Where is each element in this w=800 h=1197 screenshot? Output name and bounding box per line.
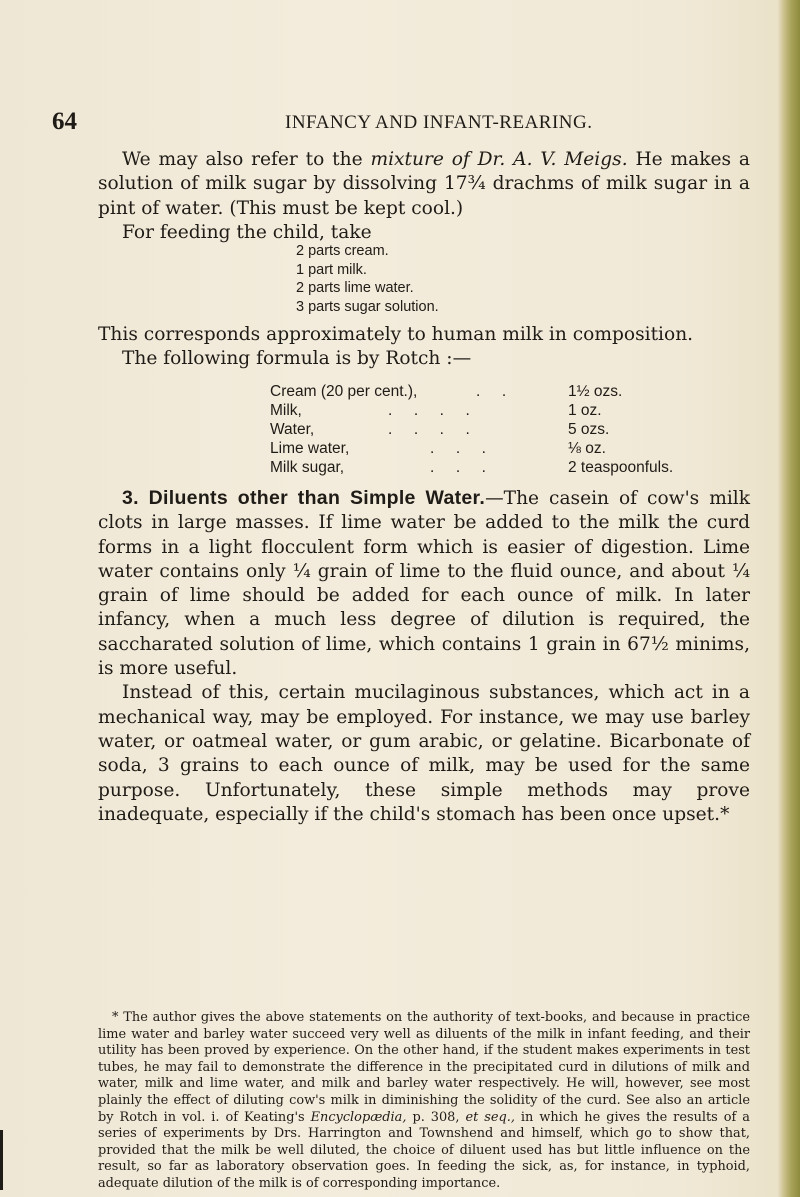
footnote-italic: et seq., [465,1109,515,1125]
rotch-line: The following formula is by Rotch :— [122,348,472,370]
formula-row [270,401,790,420]
meigs-mixture-list [296,242,439,316]
feeding-line: For feeding the child, take [122,221,372,243]
list-item: 1 part milk. [296,261,367,278]
formula-row [270,458,790,477]
formula-item: Lime water, [270,440,350,457]
section-heading: 3. Diluents other than Simple Water. [122,487,486,509]
formula-item: Cream (20 per cent.), [270,383,418,400]
meigs-text: We may also refer to the mixture of Dr. A. V. Meigs. He makes a solution of milk sugar by dissolving 17¾ drachms of milk sugar in a pint of water. (This must be kept cool.) [98,149,750,219]
section-diluents [98,486,750,827]
formula-row [270,420,790,439]
formula-item: Water, [270,421,315,438]
binding-mark [0,1130,3,1190]
page-header [52,108,772,136]
paragraph-meigs [98,148,750,245]
footnote [98,1010,750,1193]
running-title: INFANCY AND INFANT-REARING. [285,112,593,133]
leader-dots: . . . . [388,402,470,419]
formula-amount: 1½ ozs. [568,383,623,400]
leader-dots: . . [476,383,507,400]
mucilaginous-paragraph: Instead of this, certain mucilaginous substances, which act in a mechanical way, may be employed. For instance, we may use barley water, or oatmeal water, or gum arabic, or gelatine. Bicarbonate of soda, 3 grains to each ounce of milk, may be used for the same purpose. Unfortunately, these simple methods may prove inadequate, especially if the child's stomach has been once upset.* [98,682,750,825]
formula-item: Milk sugar, [270,459,345,476]
formula-row [270,439,790,458]
leader-dots: . . . [430,459,486,476]
list-item: 3 parts sugar solution. [296,298,439,315]
leader-dots: . . . . [388,421,470,438]
formula-item: Milk, [270,402,302,419]
diluents-paragraph: 3. Diluents other than Simple Water.—The casein of cow's milk clots in large masses. If lime water be added to the milk the curd forms in a light flocculent form which is easier of digestion. Lime water contains only ¼ grain of lime to the fluid ounce, and about ¼ grain of lime should be added for each ounce of milk. In later infancy, when a much less degree of dilution is required, the saccharated solution of lime, which contains 1 grain in 67½ minims, is more useful. [98,487,750,680]
page-edge-shadow [778,0,800,1197]
meigs-italic: mixture of Dr. A. V. Meigs. [370,149,628,170]
page-number: 64 [52,108,77,135]
leader-dots: . . . [430,440,486,457]
list-item: 2 parts cream. [296,243,389,259]
footnote-text: * The author gives the above statements on the authority of text-books, and because in practice lime water and barley water succeed very well as diluents of the milk in infant feeding, and their utility has been proved by experience. On the other hand, if the student makes experiments in test tubes, he may fail to demonstrate the difference in the precipitated curd in dilutions of milk and water, milk and lime water, and milk and barley water respectively. He will, however, see most plainly the effect of diluting cow's milk in diminishing the solidity of the curd. See also an article by Rotch in vol. i. of Keating's Encyclopædia, p. 308, et seq., in which he gives the results of a series of experiments by Drs. Harrington and Townshend and himself, which go to show that, provided that the milk be well diluted, the choice of diluent used has but little influence on the result, so far as laboratory observation goes. In feeding the sick, as, for instance, in typhoid, adequate dilution of the milk is of corresponding importance. [98,1010,750,1191]
formula-amount: 2 teaspoonfuls. [568,459,674,476]
paragraph-rotch [98,323,750,372]
rotch-formula [270,382,790,477]
composition-line: This corresponds approximately to human milk in composition. [98,324,694,345]
formula-amount: 1 oz. [568,402,602,419]
formula-row [270,382,790,401]
list-item: 2 parts lime water. [296,280,414,296]
formula-amount: ⅛ oz. [568,440,606,457]
formula-amount: 5 ozs. [568,421,610,438]
footnote-italic: Encyclopædia, [310,1109,407,1125]
